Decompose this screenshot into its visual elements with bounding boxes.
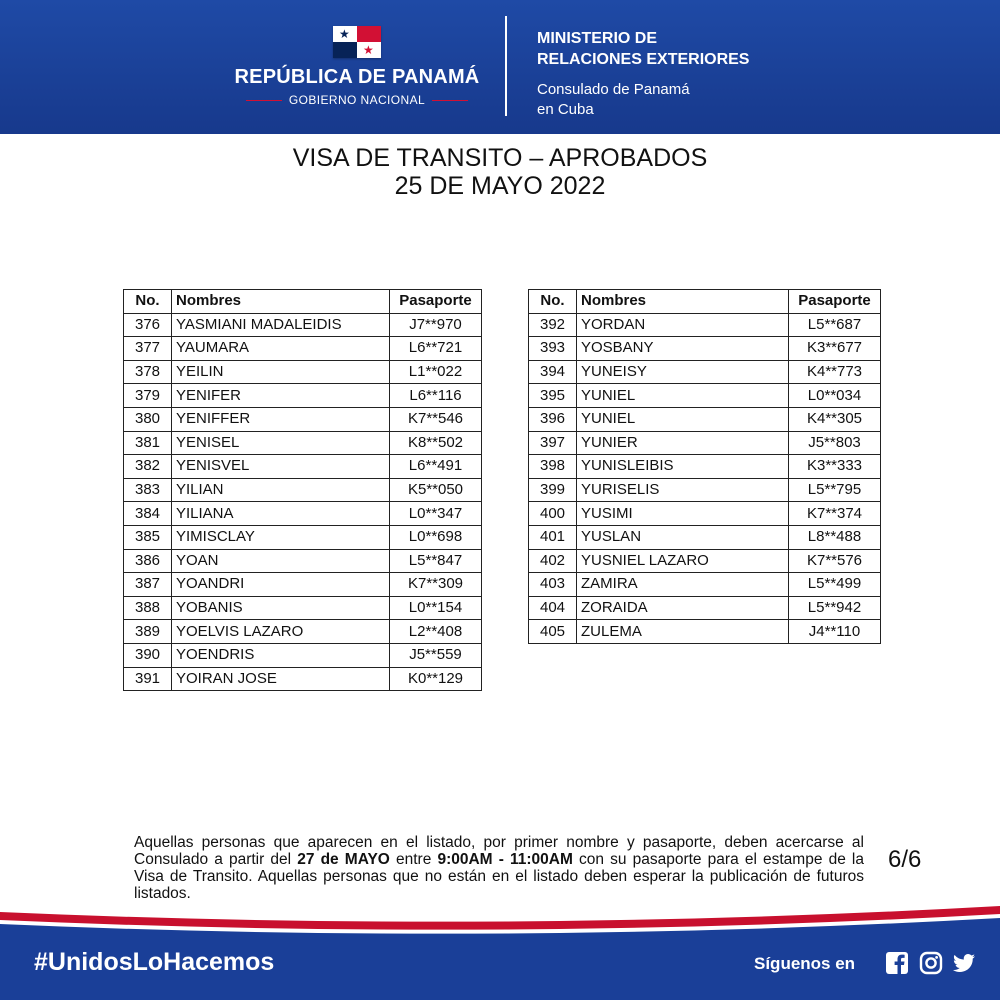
page-number: 6/6: [888, 846, 922, 873]
row-name: YEILIN: [172, 360, 390, 384]
table-row: [124, 313, 482, 337]
table-row: [529, 360, 881, 384]
row-name: YUNISLEIBIS: [577, 455, 789, 479]
row-number: 392: [529, 313, 577, 337]
table-row: [529, 502, 881, 526]
row-number: 388: [124, 596, 172, 620]
row-number: 383: [124, 478, 172, 502]
divider-line: [432, 100, 468, 101]
table-row: [124, 360, 482, 384]
row-passport: L0**698: [390, 525, 482, 549]
row-passport: J5**803: [789, 431, 881, 455]
row-name: YOAN: [172, 549, 390, 573]
follow-us-label: Síguenos en: [754, 954, 856, 973]
table-row: [124, 337, 482, 361]
row-number: 385: [124, 525, 172, 549]
table-row: [529, 478, 881, 502]
row-number: 391: [124, 667, 172, 691]
header-banner: [0, 0, 1000, 134]
table-row: [124, 643, 482, 667]
row-number: 376: [124, 313, 172, 337]
table-row: [529, 313, 881, 337]
row-name: YENIFER: [172, 384, 390, 408]
row-name: ZAMIRA: [577, 573, 789, 597]
row-passport: L6**721: [390, 337, 482, 361]
table-row: [529, 384, 881, 408]
row-passport: K7**374: [789, 502, 881, 526]
approved-list-table-left: [123, 289, 482, 691]
page-title: VISA DE TRANSITO – APROBADOS: [292, 144, 708, 172]
row-passport: L0**034: [789, 384, 881, 408]
row-number: 384: [124, 502, 172, 526]
notice-time: 9:00AM - 11:00AM: [437, 851, 573, 868]
row-passport: L5**499: [789, 573, 881, 597]
row-name: YOSBANY: [577, 337, 789, 361]
row-name: YURISELIS: [577, 478, 789, 502]
row-number: 403: [529, 573, 577, 597]
row-passport: K8**502: [390, 431, 482, 455]
row-number: 387: [124, 573, 172, 597]
row-name: YAUMARA: [172, 337, 390, 361]
table-row: [529, 620, 881, 644]
facebook-icon[interactable]: [885, 951, 909, 975]
row-number: 386: [124, 549, 172, 573]
ministry-title: MINISTERIO DE RELACIONES EXTERIORES: [537, 30, 750, 68]
row-passport: L5**687: [789, 313, 881, 337]
row-number: 378: [124, 360, 172, 384]
row-number: 401: [529, 525, 577, 549]
table-row: [124, 407, 482, 431]
row-passport: K7**576: [789, 549, 881, 573]
table-row: [529, 573, 881, 597]
notice-date: 27 de MAYO: [297, 851, 390, 868]
row-passport: L0**154: [390, 596, 482, 620]
hashtag: #UnidosLoHacemos: [34, 948, 275, 976]
row-passport: K7**546: [390, 407, 482, 431]
row-passport: L8**488: [789, 525, 881, 549]
table-row: [124, 620, 482, 644]
row-name: YORDAN: [577, 313, 789, 337]
row-name: YUNIEL: [577, 384, 789, 408]
row-passport: L0**347: [390, 502, 482, 526]
row-name: YOBANIS: [172, 596, 390, 620]
table-row: [529, 596, 881, 620]
instagram-icon[interactable]: [919, 951, 943, 975]
row-passport: L2**408: [390, 620, 482, 644]
red-star-icon: ★: [363, 43, 374, 57]
row-name: ZORAIDA: [577, 596, 789, 620]
table-row: [529, 431, 881, 455]
row-passport: K7**309: [390, 573, 482, 597]
row-name: YUSIMI: [577, 502, 789, 526]
row-number: 398: [529, 455, 577, 479]
column-header-name: Nombres: [577, 290, 789, 314]
row-number: 395: [529, 384, 577, 408]
row-name: YENISVEL: [172, 455, 390, 479]
row-number: 396: [529, 407, 577, 431]
row-name: YENIFFER: [172, 407, 390, 431]
page-date: 25 DE MAYO 2022: [394, 172, 606, 200]
table-row: [124, 502, 482, 526]
row-name: YUSLAN: [577, 525, 789, 549]
row-passport: K4**305: [789, 407, 881, 431]
row-name: YOELVIS LAZARO: [172, 620, 390, 644]
table-row: [124, 478, 482, 502]
row-passport: L5**942: [789, 596, 881, 620]
table-row: [124, 549, 482, 573]
row-passport: K3**333: [789, 455, 881, 479]
row-passport: J5**559: [390, 643, 482, 667]
row-number: 390: [124, 643, 172, 667]
table-row: [124, 431, 482, 455]
row-number: 399: [529, 478, 577, 502]
table-row: [529, 455, 881, 479]
table-row: [529, 407, 881, 431]
row-passport: L6**116: [390, 384, 482, 408]
row-passport: J4**110: [789, 620, 881, 644]
row-passport: L1**022: [390, 360, 482, 384]
row-passport: L5**795: [789, 478, 881, 502]
row-name: YUSNIEL LAZARO: [577, 549, 789, 573]
table-row: [124, 596, 482, 620]
column-header-no: No.: [529, 290, 577, 314]
blue-star-icon: ★: [339, 27, 350, 41]
row-passport: K3**677: [789, 337, 881, 361]
row-name: YUNIER: [577, 431, 789, 455]
row-number: 402: [529, 549, 577, 573]
row-name: YILIAN: [172, 478, 390, 502]
row-passport: K5**050: [390, 478, 482, 502]
document-title: [0, 144, 1000, 200]
government-subtitle: GOBIERNO NACIONAL: [288, 93, 426, 107]
table-row: [124, 667, 482, 691]
consulate-name: Consulado de Panamá en Cuba: [537, 81, 690, 118]
table-row: [124, 455, 482, 479]
row-name: YUNEISY: [577, 360, 789, 384]
table-row: [124, 384, 482, 408]
row-number: 393: [529, 337, 577, 361]
row-number: 404: [529, 596, 577, 620]
row-number: 400: [529, 502, 577, 526]
row-name: YASMIANI MADALEIDIS: [172, 313, 390, 337]
row-name: YENISEL: [172, 431, 390, 455]
row-number: 380: [124, 407, 172, 431]
row-passport: K0**129: [390, 667, 482, 691]
table-row: [529, 337, 881, 361]
column-header-name: Nombres: [172, 290, 390, 314]
table-header-row: [529, 290, 881, 314]
row-number: 397: [529, 431, 577, 455]
table-row: [124, 573, 482, 597]
republic-title: REPÚBLICA DE PANAMÁ: [234, 66, 480, 88]
row-number: 394: [529, 360, 577, 384]
row-number: 379: [124, 384, 172, 408]
row-name: YILIANA: [172, 502, 390, 526]
table-row: [529, 525, 881, 549]
row-name: YUNIEL: [577, 407, 789, 431]
row-passport: L6**491: [390, 455, 482, 479]
row-name: ZULEMA: [577, 620, 789, 644]
row-name: YOENDRIS: [172, 643, 390, 667]
table-header-row: [124, 290, 482, 314]
row-number: 405: [529, 620, 577, 644]
table-row: [124, 525, 482, 549]
row-passport: K4**773: [789, 360, 881, 384]
row-number: 381: [124, 431, 172, 455]
header-divider: [505, 16, 507, 116]
approved-list-table-right: [528, 289, 881, 644]
notice-text: Aquellas personas que aparecen en el listado, por primer nombre y pasaporte, deben acercarse al Consulado a partir del 27 de MAYO entre 9:00AM - 11:00AM con su pasaporte para el estampe de la Visa de Transito. Aquellas personas que no están en el listado deben esperar la publicación de futuros listados.: [134, 834, 864, 902]
row-name: YOANDRI: [172, 573, 390, 597]
column-header-passport: Pasaporte: [390, 290, 482, 314]
row-number: 377: [124, 337, 172, 361]
row-name: YOIRAN JOSE: [172, 667, 390, 691]
panama-flag: [333, 26, 381, 58]
twitter-icon[interactable]: [952, 951, 976, 975]
column-header-no: No.: [124, 290, 172, 314]
row-number: 382: [124, 455, 172, 479]
row-passport: J7**970: [390, 313, 482, 337]
table-row: [529, 549, 881, 573]
row-number: 389: [124, 620, 172, 644]
row-name: YIMISCLAY: [172, 525, 390, 549]
row-passport: L5**847: [390, 549, 482, 573]
column-header-passport: Pasaporte: [789, 290, 881, 314]
